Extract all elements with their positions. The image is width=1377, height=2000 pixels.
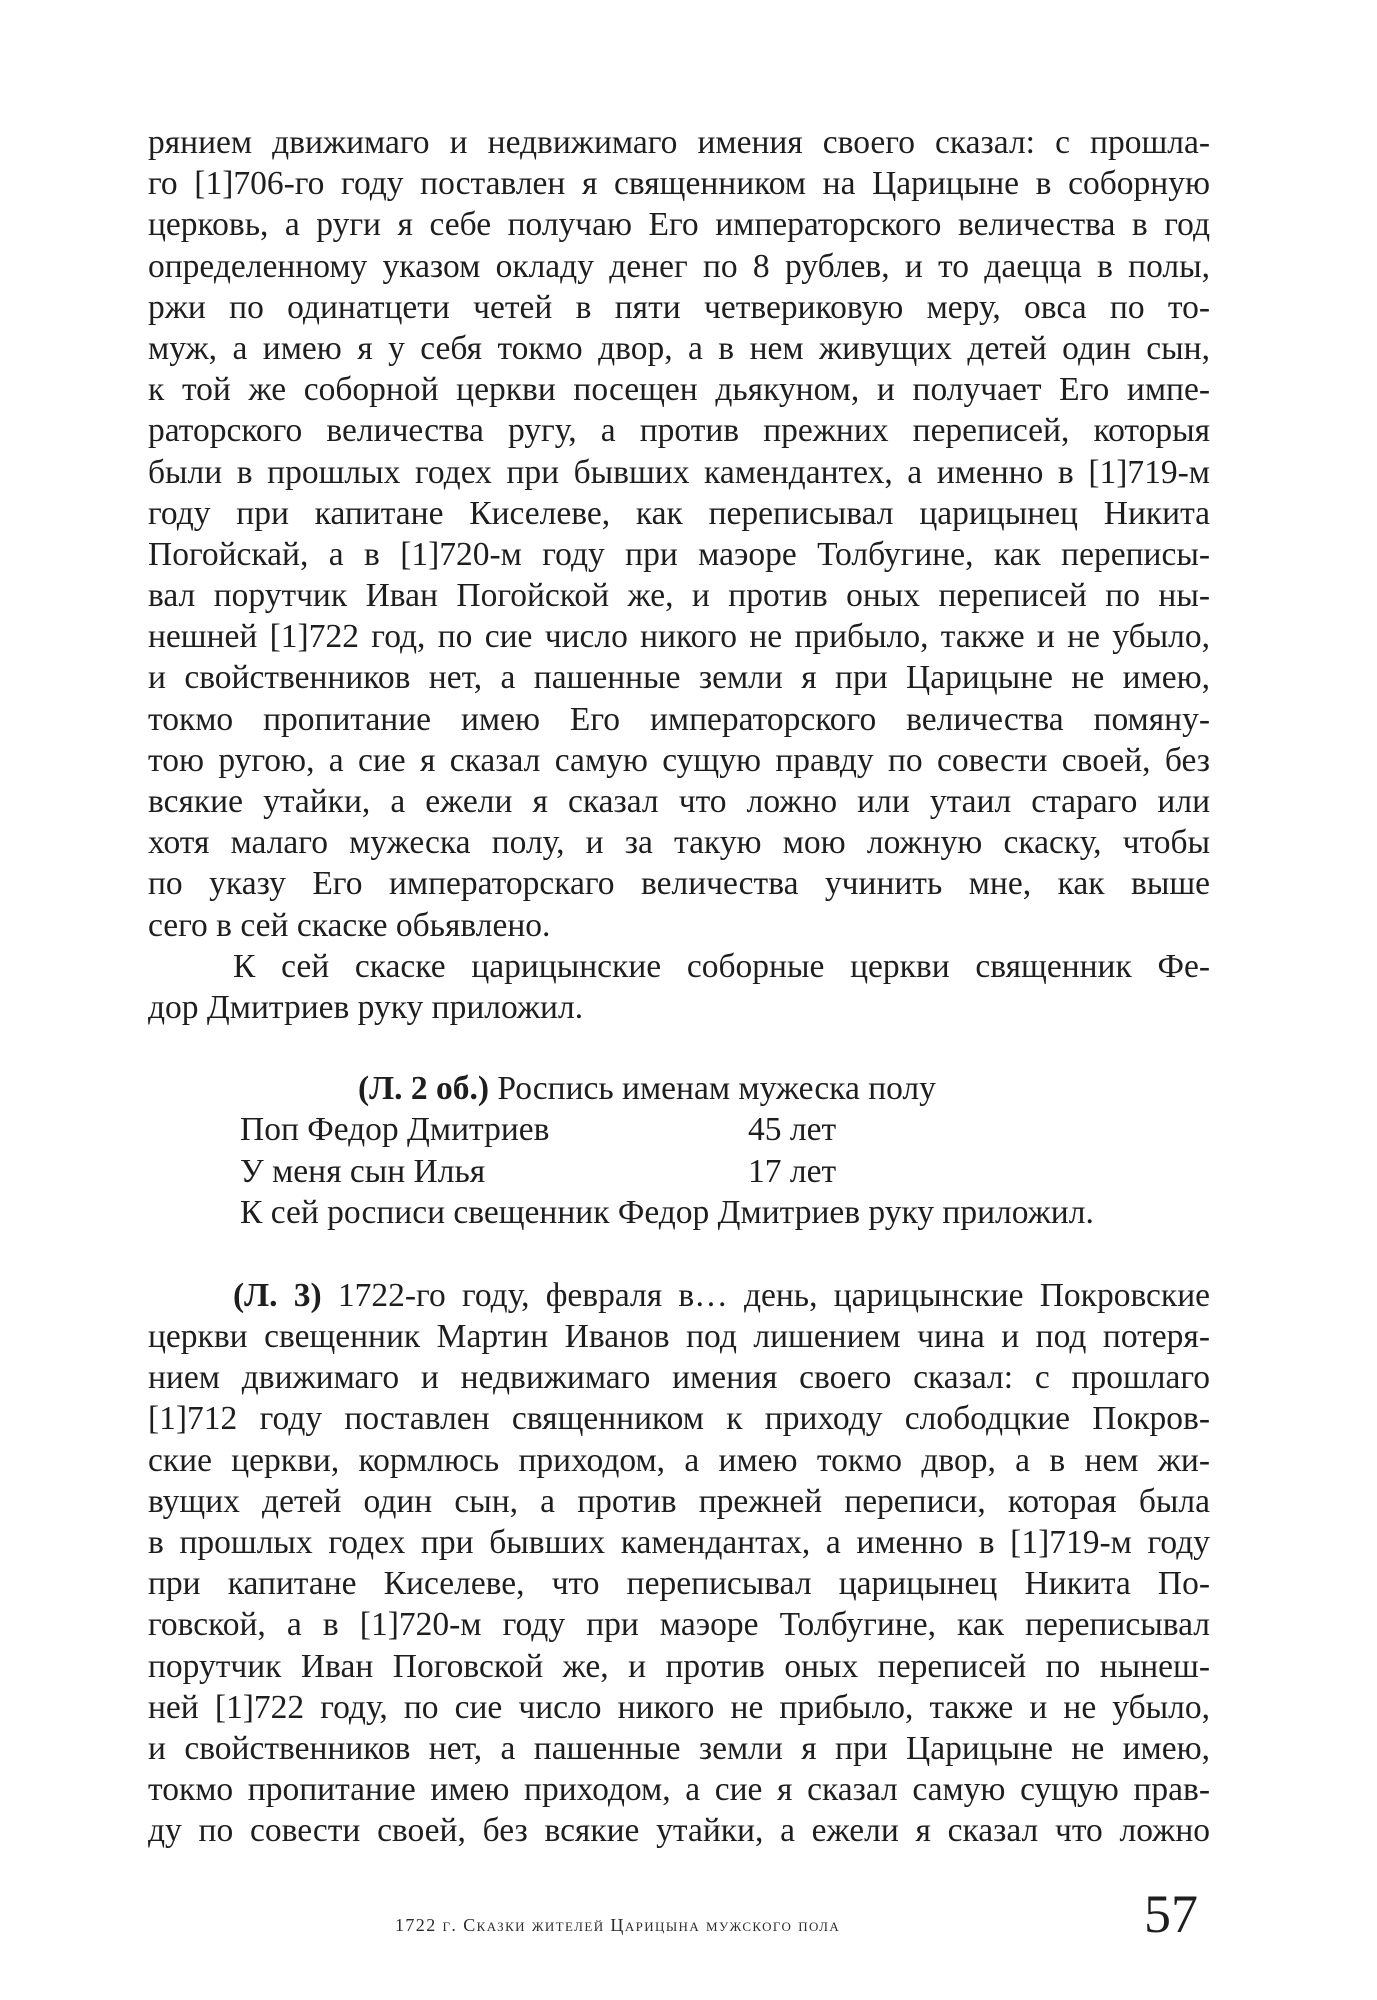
text-line: к той же соборной церкви посещен дьякуном, и получает Его импе- [148,371,1210,409]
paragraph-3 [148,1275,1210,1852]
text-line: ржи по одинатцети четей в пяти четвериковую меру, овса по то- [148,288,1210,326]
text-line: муж, а имею я у себя токмо двор, а в нем живущих детей один сын, [148,329,1210,367]
text-line: ней [1]722 году, по сие число никого не прибыло, также и не убыло, [148,1688,1210,1726]
name-roster [148,1068,1210,1233]
text-line: го [1]706-го году поставлен я священником на Царицыне в соборную [148,165,1210,203]
first-line-text: 1722-го году, февраля в… день, царицынские Покровские [321,1276,1211,1314]
text-line: говской, а в [1]720-м году при маэоре Толбугине, как переписывал [148,1606,1210,1644]
text-line: вал порутчик Иван Погойской же, и против оных переписей по ны- [148,577,1210,615]
text-line: токмо пропитание имею Его императорского величества помяну- [148,700,1210,738]
text-line: церковь, а руги я себе получаю Его императорского величества в год [148,206,1210,244]
text-line: сего в сей скаске обьявлено. [148,906,551,944]
text-line: нием движимаго и недвижимаго имения своего сказал: с прошлаго [148,1359,1210,1397]
folio-reference: (Л. 2 об.) [358,1070,490,1108]
text-line: тою ругою, а сие я сказал самую сущую правду по совести своей, без [148,741,1210,779]
roster-row [240,1109,1210,1150]
text-line: хотя малаго мужеска полу, и за такую мою ложную скаску, чтобы [148,824,1210,862]
text-line: вущих детей один сын, а против прежней переписи, которая была [148,1482,1210,1520]
page-number: 57 [1144,1884,1198,1944]
text-line: К сей скаске царицынские соборные церкви священник Фе- [233,947,1210,985]
text-line: и свойственников нет, а пашенные земли я при Царицыне не имею, [148,1729,1210,1767]
text-line: при капитане Киселеве, что переписывал царицынец Никита По- [148,1565,1210,1603]
text-line: [1]712 году поставлен священником к приходу слободцкие Покров- [148,1400,1210,1438]
roster-heading [240,1068,1210,1109]
roster-age: 45 лет [748,1111,837,1149]
text-line: порутчик Иван Поговской же, и против оных переписей по нынеш- [148,1647,1210,1685]
roster-name: У меня сын Илья [240,1152,486,1190]
body-text [148,122,1210,1852]
text-line: году при капитане Киселеве, как переписывал царицынец Никита [148,494,1210,532]
roster-title: Роспись именам мужеска полу [489,1070,936,1108]
roster-age: 17 лет [748,1152,837,1190]
text-line: церкви свещенник Мартин Иванов под лишением чина и под потеря- [148,1318,1210,1356]
text-line: ду по совести своей, без всякие утайки, а ежели я сказал что ложно [148,1812,1210,1850]
text-line: раторского величества ругу, а против прежних переписей, которыя [148,412,1210,450]
text-line [148,1275,1210,1316]
paragraph-1 [148,122,1210,946]
text-line: дор Дмитриев руку приложил. [148,988,584,1026]
text-line: были в прошлых годех при бывших камендантех, а именно в [1]719-м [148,453,1210,491]
folio-reference: (Л. 3) [233,1276,322,1314]
text-line: в прошлых годех при бывших камендантах, а именно в [1]719-м году [148,1524,1210,1561]
text-line: и свойственников нет, а пашенные земли я при Царицыне не имею, [148,659,1210,697]
roster-name: Поп Федор Дмитриев [240,1111,550,1149]
text-line: всякие утайки, а ежели я сказал что ложно или утаил стараго или [148,783,1210,820]
roster-closing: К сей росписи свещенник Федор Дмитриев руку приложил. [240,1193,1094,1231]
text-line: Погойскай, а в [1]720-м году при маэоре Толбугине, как переписы- [148,535,1210,573]
text-line: определенному указом окладу денег по 8 рублев, и то даецца в полы, [148,247,1210,285]
running-title: 1722 г. Сказки жителей Царицына мужского пола [395,1915,841,1935]
text-line: нешней [1]722 год, по сие число никого не прибыло, также и не убыло, [148,618,1210,656]
roster-row [240,1151,1210,1192]
text-line: токмо пропитание имею приходом, а сие я сказал самую сущую прав- [148,1771,1210,1809]
text-line: по указу Его императорскаго величества учинить мне, как выше [148,865,1210,903]
text-line: рянием движимаго и недвижимаго имения своего сказал: с прошла- [148,124,1210,161]
text-line: ские церкви, кормлюсь приходом, а имею токмо двор, а в нем жи- [148,1441,1210,1479]
paragraph-2 [148,946,1210,1028]
